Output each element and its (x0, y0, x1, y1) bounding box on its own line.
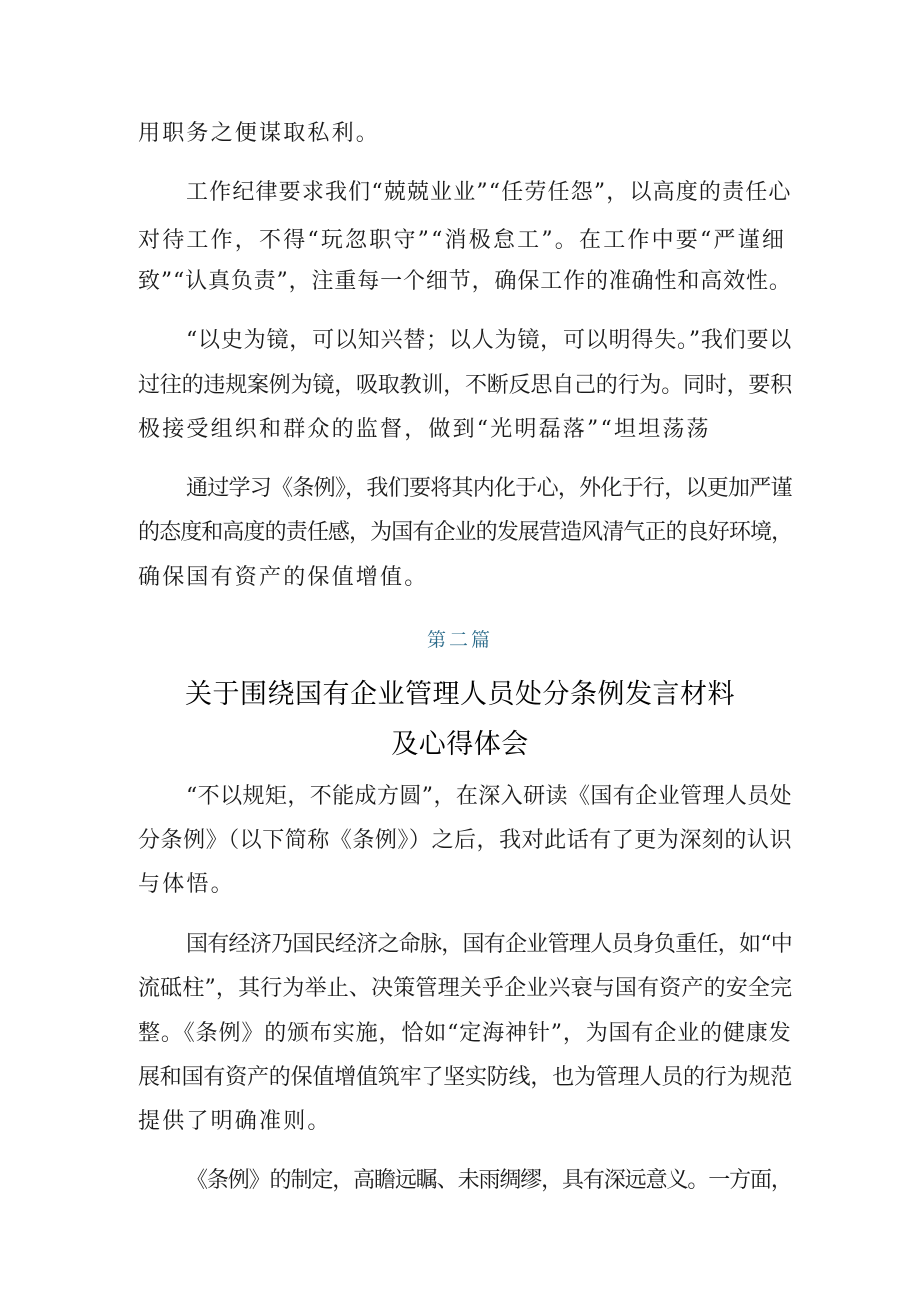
paragraph-line: 分条例》（以下简称《条例》）之后，我对此话有了更为深刻的认识 (138, 828, 793, 853)
paragraph-line: 通过学习《条例》，我们要将其内化于心，外化于行，以更加严谨 (186, 476, 792, 501)
paragraph-line: 用职务之便谋取私利。 (138, 121, 381, 146)
paragraph-line: 致”“认真负责”，注重每一个细节，确保工作的准确性和高效性。 (138, 269, 792, 294)
paragraph-line: 国有经济乃国民经济之命脉，国有企业管理人员身负重任，如“中 (186, 932, 793, 957)
paragraph-line: 确保国有资产的保值增值。 (138, 565, 429, 590)
paragraph-line: “以史为镜，可以知兴替；以人为镜，可以明得失。”我们要以 (186, 328, 793, 353)
paragraph-line: 工作纪律要求我们“兢兢业业”“任劳任怨”，以高度的责任心 (186, 180, 792, 205)
section-label: 第二篇 (426, 629, 493, 651)
paragraph-line: 《条例》的制定，高瞻远瞩、未雨绸缪，具有深远意义。一方面， (186, 1168, 792, 1193)
paragraph-line: 的态度和高度的责任感，为国有企业的发展营造风清气正的良好环境， (138, 520, 793, 545)
paragraph-line: “不以规矩，不能成方圆”，在深入研读《国有企业管理人员处 (186, 784, 793, 809)
paragraph-line: 对待工作，不得“玩忽职守”“消极怠工”。在工作中要“严谨细 (138, 228, 787, 253)
paragraph-line: 极接受组织和群众的监督，做到“光明磊落”“坦坦荡荡 (138, 417, 711, 442)
paragraph-line: 展和国有资产的保值增值筑牢了坚实防线，也为管理人员的行为规范 (138, 1065, 793, 1090)
paragraph-line: 提供了明确准则。 (138, 1109, 332, 1134)
article-title-line: 及心得体会 (391, 729, 529, 760)
article-title-line: 关于围绕国有企业管理人员处分条例发言材料 (185, 679, 735, 710)
paragraph-line: 过往的违规案例为镜，吸取教训，不断反思自己的行为。同时，要积 (138, 373, 793, 398)
paragraph-line: 流砥柱”，其行为举止、决策管理关乎企业兴衰与国有资产的安全完 (138, 976, 793, 1001)
paragraph-line: 与体悟。 (138, 872, 235, 897)
paragraph-line: 整。《条例》的颁布实施，恰如“定海神针”，为国有企业的健康发 (138, 1021, 792, 1046)
